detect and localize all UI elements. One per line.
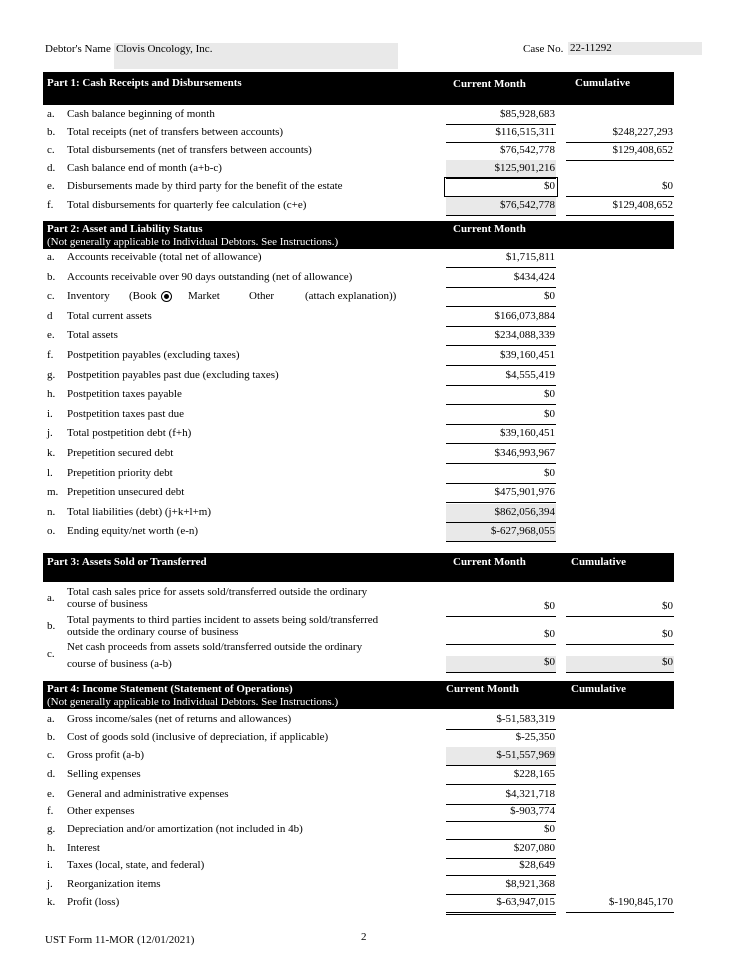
current-underline bbox=[446, 502, 556, 503]
inventory-other-label[interactable]: Other bbox=[249, 290, 275, 302]
row-label: Reorganization items bbox=[67, 878, 161, 890]
row-letter: k. bbox=[47, 896, 56, 908]
row-label: Prepetition priority debt bbox=[67, 467, 173, 479]
table-row bbox=[0, 178, 742, 196]
current-month-value[interactable]: $0 bbox=[544, 408, 555, 420]
current-month-value[interactable]: $1,715,811 bbox=[505, 251, 555, 263]
current-month-value[interactable]: $125,901,216 bbox=[494, 162, 555, 174]
row-label: Depreciation and/or amortization (not included in 4b) bbox=[67, 823, 303, 835]
table-row bbox=[0, 894, 742, 912]
table-row bbox=[0, 766, 742, 784]
row-label: Total disbursements for quarterly fee calculation (c+e) bbox=[67, 199, 307, 211]
row-label: Prepetition secured debt bbox=[67, 447, 174, 459]
current-month-value[interactable]: $-51,583,319 bbox=[496, 713, 555, 725]
row-letter: i. bbox=[47, 859, 53, 871]
current-month-value[interactable]: $0 bbox=[544, 388, 555, 400]
cumulative-value[interactable]: $0 bbox=[662, 600, 673, 612]
row-letter: c. bbox=[47, 648, 55, 660]
row-label-line2: course of business bbox=[67, 598, 148, 610]
current-underline bbox=[446, 365, 556, 366]
current-month-value[interactable]: $434,424 bbox=[513, 271, 555, 283]
row-letter: e. bbox=[47, 788, 55, 800]
current-underline bbox=[446, 541, 556, 542]
row-label: Cost of goods sold (inclusive of depreciation, if applicable) bbox=[67, 731, 329, 743]
current-month-value[interactable]: $76,542,778 bbox=[500, 144, 555, 156]
row-letter: a. bbox=[47, 108, 55, 120]
row-label: Total assets bbox=[67, 329, 118, 341]
part3-col-cumulative: Cumulative bbox=[571, 556, 626, 568]
table-row bbox=[0, 484, 742, 502]
row-label: Accounts receivable over 90 days outstanding (net of allowance) bbox=[67, 271, 353, 283]
debtor-name-label: Debtor's Name bbox=[45, 43, 111, 55]
table-row bbox=[0, 406, 742, 424]
cumulative-value[interactable]: $-190,845,170 bbox=[608, 896, 673, 908]
table-row bbox=[0, 821, 742, 839]
debtor-name-field[interactable] bbox=[114, 43, 398, 69]
current-month-value[interactable]: $-25,350 bbox=[515, 731, 555, 743]
current-underline bbox=[446, 912, 556, 913]
cumulative-underline bbox=[566, 644, 674, 645]
current-double-underline bbox=[446, 914, 556, 915]
row-label: Other expenses bbox=[67, 805, 135, 817]
current-month-value[interactable]: $0 bbox=[544, 290, 555, 302]
row-letter: b. bbox=[47, 620, 56, 632]
row-letter: a. bbox=[47, 592, 55, 604]
row-label: Cash balance end of month (a+b-c) bbox=[67, 162, 222, 174]
current-month-value[interactable]: $0 bbox=[544, 467, 555, 479]
cumulative-underline bbox=[566, 912, 674, 913]
table-row bbox=[0, 840, 742, 858]
row-label: General and administrative expenses bbox=[67, 788, 229, 800]
current-month-value[interactable]: $39,160,451 bbox=[500, 427, 555, 439]
current-month-value[interactable]: $116,515,311 bbox=[495, 126, 555, 138]
cumulative-value[interactable]: $129,408,652 bbox=[612, 199, 673, 211]
part1-header bbox=[43, 72, 674, 105]
current-underline bbox=[446, 672, 556, 673]
current-underline bbox=[446, 404, 556, 405]
part1-col-current: Current Month bbox=[453, 78, 526, 90]
row-letter: a. bbox=[47, 251, 55, 263]
row-letter: j. bbox=[47, 427, 53, 439]
table-row bbox=[0, 327, 742, 345]
part1-col-cumulative: Cumulative bbox=[575, 77, 630, 89]
row-label: Inventory bbox=[67, 290, 110, 302]
current-underline bbox=[446, 345, 556, 346]
current-month-value[interactable]: $0 bbox=[544, 600, 555, 612]
table-row bbox=[0, 711, 742, 729]
row-label: Profit (loss) bbox=[67, 896, 120, 908]
part2-header bbox=[43, 221, 674, 249]
cumulative-underline bbox=[566, 215, 674, 216]
part2-subtitle: (Not generally applicable to Individual Debtors. See Instructions.) bbox=[47, 236, 339, 248]
current-month-value[interactable]: $4,555,419 bbox=[505, 369, 555, 381]
row-label: Accounts receivable (total net of allowance) bbox=[67, 251, 262, 263]
row-letter: j. bbox=[47, 878, 53, 890]
row-letter: n. bbox=[47, 506, 56, 518]
row-label: Prepetition unsecured debt bbox=[67, 486, 185, 498]
inventory-book-label: (Book bbox=[129, 290, 157, 302]
row-label: Postpetition taxes past due bbox=[67, 408, 185, 420]
row-label: Postpetition payables (excluding taxes) bbox=[67, 349, 240, 361]
table-row bbox=[0, 269, 742, 287]
case-no-field[interactable] bbox=[568, 42, 702, 55]
table-row bbox=[0, 857, 742, 875]
row-label: Gross profit (a-b) bbox=[67, 749, 144, 761]
row-label: Total receipts (net of transfers between accounts) bbox=[67, 126, 284, 138]
row-letter: m. bbox=[47, 486, 59, 498]
current-month-value[interactable]: $166,073,884 bbox=[494, 310, 555, 322]
cumulative-value[interactable]: $248,227,293 bbox=[612, 126, 673, 138]
table-row bbox=[0, 386, 742, 404]
row-letter: a. bbox=[47, 713, 55, 725]
table-row bbox=[0, 106, 742, 124]
row-letter: h. bbox=[47, 842, 56, 854]
row-label: Postpetition taxes payable bbox=[67, 388, 182, 400]
part4-title: Part 4: Income Statement (Statement of Operations) bbox=[47, 683, 293, 695]
part4-header bbox=[43, 681, 674, 709]
inventory-row bbox=[0, 288, 742, 306]
part4-col-current: Current Month bbox=[446, 683, 519, 695]
current-month-value[interactable]: $228,165 bbox=[513, 768, 555, 780]
current-month-value[interactable]: $76,542,778 bbox=[500, 199, 555, 211]
row-letter: g. bbox=[47, 823, 56, 835]
current-month-value[interactable]: $28,649 bbox=[519, 859, 555, 871]
current-month-value[interactable]: $207,080 bbox=[513, 842, 555, 854]
row-letter: l. bbox=[47, 467, 53, 479]
row-letter: d bbox=[47, 310, 53, 322]
row-label: Gross income/sales (net of returns and allowances) bbox=[67, 713, 292, 725]
row-letter: f. bbox=[47, 349, 54, 361]
table-row bbox=[0, 876, 742, 894]
cumulative-underline bbox=[566, 672, 674, 673]
table-row bbox=[0, 523, 742, 541]
row-label: Disbursements made by third party for the benefit of the estate bbox=[67, 180, 343, 192]
table-row bbox=[0, 308, 742, 326]
current-underline bbox=[446, 616, 556, 617]
current-underline bbox=[446, 215, 556, 216]
row-label: Total disbursements (net of transfers between accounts) bbox=[67, 144, 312, 156]
row-label: Selling expenses bbox=[67, 768, 141, 780]
part1-title: Part 1: Cash Receipts and Disbursements bbox=[47, 77, 242, 89]
row-letter: f. bbox=[47, 805, 54, 817]
radio-selected-dot bbox=[164, 294, 169, 299]
case-no-label: Case No. bbox=[523, 43, 564, 55]
row-label: Total current assets bbox=[67, 310, 152, 322]
inventory-book-radio[interactable] bbox=[161, 291, 172, 302]
cumulative-value[interactable]: $0 bbox=[662, 628, 673, 640]
row-label-line2: course of business (a-b) bbox=[67, 658, 172, 670]
current-month-value[interactable]: $-627,968,055 bbox=[490, 525, 555, 537]
part3-col-current: Current Month bbox=[453, 556, 526, 568]
cumulative-underline bbox=[566, 616, 674, 617]
row-letter: f. bbox=[47, 199, 54, 211]
table-row bbox=[0, 249, 742, 267]
row-letter: e. bbox=[47, 329, 55, 341]
part3-header bbox=[43, 553, 674, 582]
current-month-value[interactable]: $0 bbox=[544, 180, 555, 192]
table-row bbox=[0, 425, 742, 443]
part2-col-current: Current Month bbox=[453, 223, 526, 235]
row-letter: e. bbox=[47, 180, 55, 192]
cumulative-value[interactable]: $0 bbox=[662, 180, 673, 192]
row-letter: b. bbox=[47, 731, 56, 743]
row-label-line2: outside the ordinary course of business bbox=[67, 626, 239, 638]
row-letter: b. bbox=[47, 271, 56, 283]
cumulative-value[interactable]: $129,408,652 bbox=[612, 144, 673, 156]
row-label: Total postpetition debt (f+h) bbox=[67, 427, 192, 439]
table-row bbox=[0, 504, 742, 522]
row-label: Taxes (local, state, and federal) bbox=[67, 859, 205, 871]
table-row bbox=[0, 747, 742, 765]
table-row bbox=[0, 445, 742, 463]
table-row bbox=[0, 124, 742, 142]
table-row bbox=[0, 465, 742, 483]
current-underline bbox=[446, 463, 556, 464]
row-label: Postpetition payables past due (excluding taxes) bbox=[67, 369, 279, 381]
current-month-value[interactable]: $-63,947,015 bbox=[496, 896, 555, 908]
row-letter: i. bbox=[47, 408, 53, 420]
cumulative-value[interactable]: $0 bbox=[662, 656, 673, 668]
current-underline bbox=[446, 644, 556, 645]
row-letter: h. bbox=[47, 388, 56, 400]
row-letter: k. bbox=[47, 447, 56, 459]
current-month-value[interactable]: $8,921,368 bbox=[505, 878, 555, 890]
table-row bbox=[0, 142, 742, 160]
debtor-name-value: Clovis Oncology, Inc. bbox=[116, 43, 213, 55]
part4-subtitle: (Not generally applicable to Individual Debtors. See Instructions.) bbox=[47, 696, 339, 708]
row-label: Total liabilities (debt) (j+k+l+m) bbox=[67, 506, 212, 518]
current-month-value[interactable]: $0 bbox=[544, 656, 555, 668]
row-letter: c. bbox=[47, 749, 55, 761]
table-row bbox=[0, 786, 742, 804]
row-label-line1: Total cash sales price for assets sold/transferred outside the ordinary bbox=[67, 586, 368, 598]
row-letter: d. bbox=[47, 162, 56, 174]
row-letter: b. bbox=[47, 126, 56, 138]
row-label: Ending equity/net worth (e-n) bbox=[67, 525, 199, 537]
current-month-value[interactable]: $862,056,394 bbox=[494, 506, 555, 518]
inventory-market-label[interactable]: Market bbox=[188, 290, 220, 302]
page-number: 2 bbox=[361, 931, 367, 943]
table-row bbox=[0, 160, 742, 178]
part3-title: Part 3: Assets Sold or Transferred bbox=[47, 556, 207, 568]
current-month-value[interactable]: $-903,774 bbox=[510, 805, 555, 817]
current-underline bbox=[446, 443, 556, 444]
table-row bbox=[0, 347, 742, 365]
table-row bbox=[0, 197, 742, 215]
current-underline bbox=[446, 306, 556, 307]
current-month-value[interactable]: $85,928,683 bbox=[500, 108, 555, 120]
row-label-line1: Total payments to third parties incident to assets being sold/transferred bbox=[67, 614, 379, 626]
row-letter: o. bbox=[47, 525, 56, 537]
row-letter: c. bbox=[47, 144, 55, 156]
inventory-attach-label: (attach explanation)) bbox=[305, 290, 397, 302]
current-underline bbox=[446, 267, 556, 268]
case-no-value: 22-11292 bbox=[570, 42, 612, 54]
current-month-value[interactable]: $4,321,718 bbox=[505, 788, 555, 800]
current-month-value[interactable]: $475,901,976 bbox=[494, 486, 555, 498]
current-month-value[interactable]: $346,993,967 bbox=[494, 447, 555, 459]
current-month-value[interactable]: $234,088,339 bbox=[494, 329, 555, 341]
row-letter: d. bbox=[47, 768, 56, 780]
current-month-value[interactable]: $0 bbox=[544, 628, 555, 640]
part2-title: Part 2: Asset and Liability Status bbox=[47, 223, 203, 235]
table-row bbox=[0, 729, 742, 747]
part4-col-cumulative: Cumulative bbox=[571, 683, 626, 695]
row-letter: c. bbox=[47, 290, 55, 302]
current-month-value[interactable]: $0 bbox=[544, 823, 555, 835]
current-month-value[interactable]: $39,160,451 bbox=[500, 349, 555, 361]
row-label: Interest bbox=[67, 842, 100, 854]
table-row bbox=[0, 803, 742, 821]
current-underline bbox=[446, 784, 556, 785]
form-number: UST Form 11-MOR (12/01/2021) bbox=[45, 934, 195, 946]
row-letter: g. bbox=[47, 369, 56, 381]
current-month-value[interactable]: $-51,557,969 bbox=[496, 749, 555, 761]
table-row bbox=[0, 367, 742, 385]
row-label-line1: Net cash proceeds from assets sold/transferred outside the ordinary bbox=[67, 641, 363, 653]
row-label: Cash balance beginning of month bbox=[67, 108, 215, 120]
